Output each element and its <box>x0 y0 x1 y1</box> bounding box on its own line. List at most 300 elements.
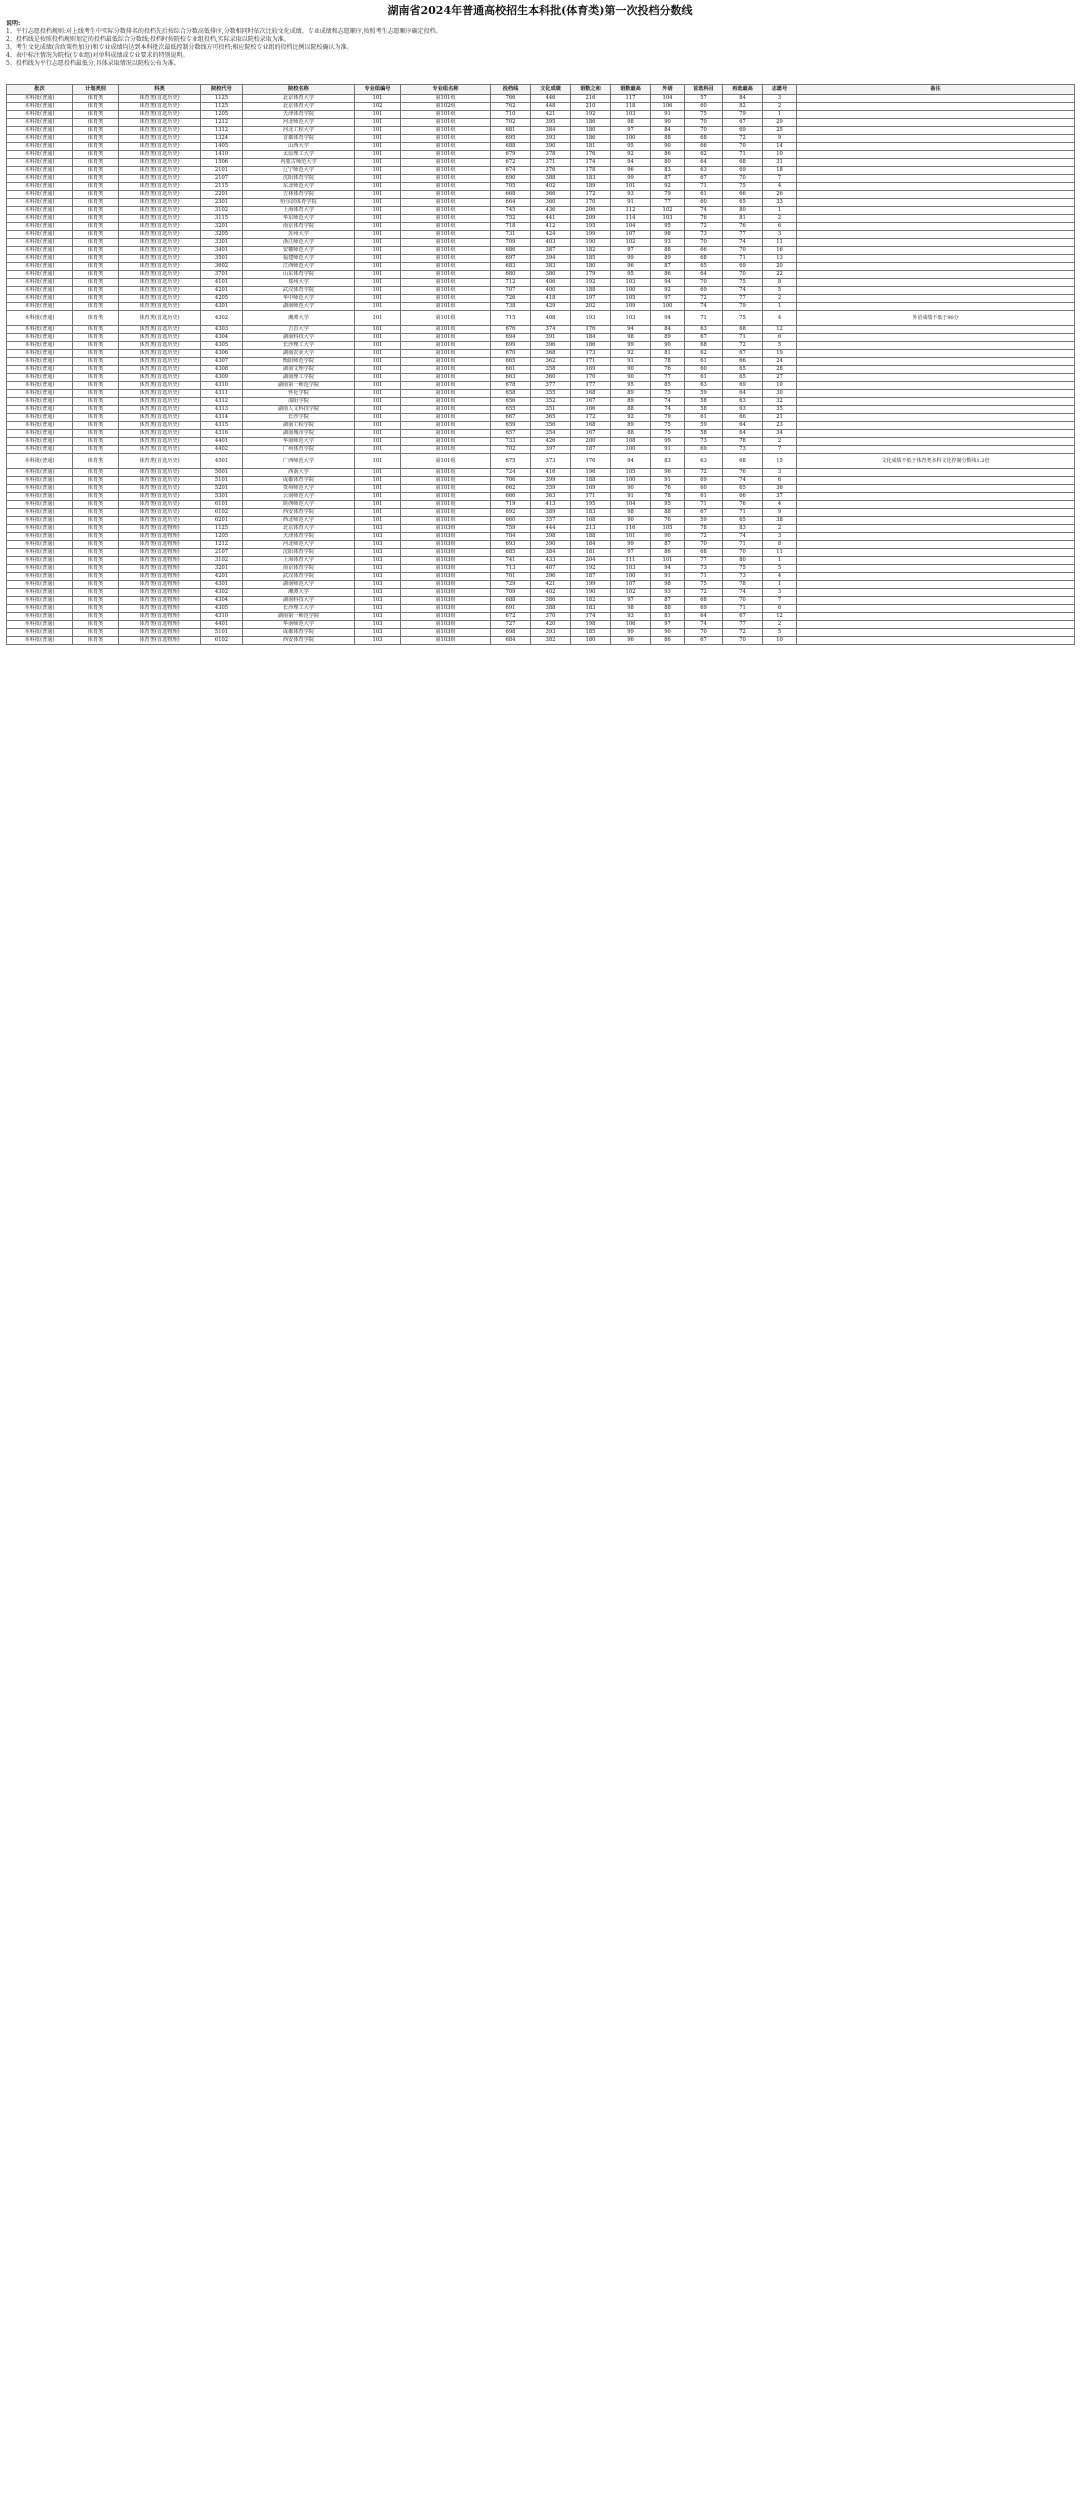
cell-group-code: 103 <box>355 605 401 613</box>
cell-school-code: 3401 <box>201 247 243 255</box>
cell-group-name: 第101组 <box>401 366 491 374</box>
cell-subject-type: 体育类(首选历史) <box>119 215 201 223</box>
cell-group-name: 第101组 <box>401 326 491 334</box>
cell-foreign-language: 89 <box>651 255 685 263</box>
cell-group-code: 103 <box>355 525 401 533</box>
cell-chinese-math-max: 94 <box>611 454 651 469</box>
cell-reselect-max: 71 <box>723 605 763 613</box>
cell-subject-type: 体育类(首选历史) <box>119 255 201 263</box>
cell-plan-type: 体育类 <box>73 629 119 637</box>
cell-first-subject: 72 <box>685 589 723 597</box>
cell-foreign-language: 106 <box>651 103 685 111</box>
cell-remark <box>797 541 1075 549</box>
cell-school-code: 1405 <box>201 143 243 151</box>
cell-chinese-math-sum: 192 <box>571 279 611 287</box>
cell-choice-number: 9 <box>763 135 797 143</box>
cell-school-name: 南京体育学院 <box>243 223 355 231</box>
cell-subject-type: 体育类(首选历史) <box>119 135 201 143</box>
cell-school-name: 长沙理工大学 <box>243 605 355 613</box>
cell-school-code: 4301 <box>201 581 243 589</box>
cell-reselect-max: 77 <box>723 231 763 239</box>
cell-choice-number: 12 <box>763 613 797 621</box>
cell-chinese-math-sum: 196 <box>571 469 611 477</box>
cell-remark <box>797 263 1075 271</box>
table-row <box>7 597 1075 605</box>
cell-school-name: 安徽师范大学 <box>243 247 355 255</box>
cell-culture-score: 383 <box>531 263 571 271</box>
cell-foreign-language: 87 <box>651 541 685 549</box>
cell-chinese-math-sum: 199 <box>571 581 611 589</box>
table-row <box>7 366 1075 374</box>
cell-batch: 本科批(普通) <box>7 438 73 446</box>
cell-chinese-math-max: 97 <box>611 247 651 255</box>
cell-group-code: 101 <box>355 207 401 215</box>
cell-subject-type: 体育类(首选历史) <box>119 350 201 358</box>
cell-group-name: 第103组 <box>401 549 491 557</box>
cell-choice-number: 3 <box>763 533 797 541</box>
cell-batch: 本科批(普通) <box>7 549 73 557</box>
cell-subject-type: 体育类(首选历史) <box>119 485 201 493</box>
cell-choice-number: 11 <box>763 239 797 247</box>
cell-chinese-math-sum: 193 <box>571 311 611 326</box>
cell-group-name: 第101组 <box>401 382 491 390</box>
cell-subject-type: 体育类(首选历史) <box>119 358 201 366</box>
cell-choice-number: 4 <box>763 183 797 191</box>
cell-plan-type: 体育类 <box>73 525 119 533</box>
cell-group-code: 103 <box>355 613 401 621</box>
cell-school-code: 4309 <box>201 374 243 382</box>
cell-group-name: 第101组 <box>401 247 491 255</box>
cell-culture-score: 412 <box>531 223 571 231</box>
cell-reselect-max: 72 <box>723 629 763 637</box>
column-header: 志愿号 <box>763 85 797 95</box>
cell-school-name: 湖南理工学院 <box>243 374 355 382</box>
cell-chinese-math-max: 99 <box>611 255 651 263</box>
cell-first-subject: 65 <box>685 263 723 271</box>
cell-group-name: 第103组 <box>401 629 491 637</box>
cell-school-code: 3115 <box>201 215 243 223</box>
cell-school-name: 陕西师范大学 <box>243 501 355 509</box>
cell-plan-type: 体育类 <box>73 334 119 342</box>
column-header: 语数之和 <box>571 85 611 95</box>
cell-chinese-math-max: 99 <box>611 342 651 350</box>
cell-cutoff-score: 766 <box>491 95 531 103</box>
cell-group-code: 103 <box>355 629 401 637</box>
cell-cutoff-score: 709 <box>491 239 531 247</box>
cell-group-name: 第101组 <box>401 183 491 191</box>
cell-plan-type: 体育类 <box>73 469 119 477</box>
cell-foreign-language: 93 <box>651 239 685 247</box>
cell-culture-score: 362 <box>531 358 571 366</box>
cell-cutoff-score: 719 <box>491 501 531 509</box>
cell-reselect-max: 84 <box>723 95 763 103</box>
cell-cutoff-score: 659 <box>491 422 531 430</box>
cell-remark <box>797 549 1075 557</box>
cell-batch: 本科批(普通) <box>7 223 73 231</box>
cell-subject-type: 体育类(首选历史) <box>119 175 201 183</box>
cell-remark <box>797 613 1075 621</box>
cell-remark <box>797 199 1075 207</box>
cell-chinese-math-sum: 184 <box>571 334 611 342</box>
cell-foreign-language: 84 <box>651 326 685 334</box>
cell-reselect-max: 68 <box>723 326 763 334</box>
cell-plan-type: 体育类 <box>73 143 119 151</box>
cell-school-name: 东北师范大学 <box>243 183 355 191</box>
cell-subject-type: 体育类(首选历史) <box>119 127 201 135</box>
cell-chinese-math-max: 95 <box>611 143 651 151</box>
cell-foreign-language: 94 <box>651 311 685 326</box>
table-row <box>7 629 1075 637</box>
cell-group-name: 第103组 <box>401 605 491 613</box>
cell-culture-score: 389 <box>531 509 571 517</box>
cell-group-code: 101 <box>355 183 401 191</box>
cell-chinese-math-sum: 182 <box>571 597 611 605</box>
cell-subject-type: 体育类(首选物理) <box>119 613 201 621</box>
cell-group-name: 第103组 <box>401 533 491 541</box>
cell-culture-score: 420 <box>531 621 571 629</box>
cell-culture-score: 359 <box>531 485 571 493</box>
cell-choice-number: 8 <box>763 279 797 287</box>
cell-culture-score: 444 <box>531 525 571 533</box>
cell-chinese-math-max: 95 <box>611 271 651 279</box>
cell-group-code: 101 <box>355 311 401 326</box>
cell-chinese-math-sum: 183 <box>571 175 611 183</box>
cell-school-code: 5201 <box>201 485 243 493</box>
cell-culture-score: 418 <box>531 295 571 303</box>
cell-reselect-max: 66 <box>723 191 763 199</box>
cell-remark <box>797 95 1075 103</box>
cell-subject-type: 体育类(首选历史) <box>119 263 201 271</box>
cell-chinese-math-max: 90 <box>611 517 651 525</box>
table-row <box>7 119 1075 127</box>
cell-subject-type: 体育类(首选物理) <box>119 565 201 573</box>
cell-cutoff-score: 699 <box>491 342 531 350</box>
cell-plan-type: 体育类 <box>73 390 119 398</box>
cell-school-code: 2107 <box>201 175 243 183</box>
cell-cutoff-score: 727 <box>491 621 531 629</box>
cell-first-subject: 70 <box>685 239 723 247</box>
cell-plan-type: 体育类 <box>73 231 119 239</box>
cell-remark <box>797 279 1075 287</box>
cell-culture-score: 398 <box>531 533 571 541</box>
cell-school-name: 成都体育学院 <box>243 629 355 637</box>
cell-chinese-math-max: 109 <box>611 303 651 311</box>
cell-subject-type: 体育类(首选历史) <box>119 509 201 517</box>
cell-batch: 本科批(普通) <box>7 239 73 247</box>
cell-chinese-math-sum: 209 <box>571 215 611 223</box>
table-row <box>7 477 1075 485</box>
cell-school-code: 4312 <box>201 398 243 406</box>
cell-first-subject: 64 <box>685 271 723 279</box>
cell-school-name: 湖南第一师范学院 <box>243 382 355 390</box>
cell-remark <box>797 207 1075 215</box>
cell-school-code: 4402 <box>201 446 243 454</box>
table-row <box>7 111 1075 119</box>
cell-remark <box>797 398 1075 406</box>
cell-school-name: 武汉体育学院 <box>243 573 355 581</box>
cell-reselect-max: 73 <box>723 446 763 454</box>
cell-batch: 本科批(普通) <box>7 382 73 390</box>
cell-chinese-math-max: 96 <box>611 167 651 175</box>
cell-plan-type: 体育类 <box>73 95 119 103</box>
table-row <box>7 390 1075 398</box>
cell-first-subject: 74 <box>685 303 723 311</box>
cell-subject-type: 体育类(首选历史) <box>119 493 201 501</box>
cell-batch: 本科批(普通) <box>7 613 73 621</box>
cell-remark <box>797 223 1075 231</box>
cell-chinese-math-sum: 200 <box>571 438 611 446</box>
cell-foreign-language: 105 <box>651 525 685 533</box>
cell-reselect-max: 65 <box>723 199 763 207</box>
cell-chinese-math-max: 103 <box>611 311 651 326</box>
cell-chinese-math-sum: 189 <box>571 183 611 191</box>
cell-first-subject: 75 <box>685 111 723 119</box>
cell-reselect-max: 77 <box>723 621 763 629</box>
cell-school-name: 沈阳体育学院 <box>243 549 355 557</box>
cell-first-subject: 67 <box>685 334 723 342</box>
cell-chinese-math-max: 114 <box>611 215 651 223</box>
cell-subject-type: 体育类(首选物理) <box>119 557 201 565</box>
cell-chinese-math-max: 96 <box>611 637 651 645</box>
cell-reselect-max: 78 <box>723 438 763 446</box>
cell-group-code: 103 <box>355 541 401 549</box>
cell-foreign-language: 78 <box>651 493 685 501</box>
cell-subject-type: 体育类(首选历史) <box>119 342 201 350</box>
cell-subject-type: 体育类(首选历史) <box>119 517 201 525</box>
cell-first-subject: 66 <box>685 247 723 255</box>
cell-group-code: 103 <box>355 557 401 565</box>
cell-subject-type: 体育类(首选历史) <box>119 303 201 311</box>
cell-plan-type: 体育类 <box>73 239 119 247</box>
cell-choice-number: 5 <box>763 629 797 637</box>
cell-reselect-max: 76 <box>723 501 763 509</box>
cell-group-name: 第101组 <box>401 127 491 135</box>
cell-subject-type: 体育类(首选物理) <box>119 533 201 541</box>
cell-reselect-max: 70 <box>723 597 763 605</box>
cell-subject-type: 体育类(首选历史) <box>119 326 201 334</box>
cell-first-subject: 68 <box>685 549 723 557</box>
cell-batch: 本科批(普通) <box>7 454 73 469</box>
cell-remark <box>797 334 1075 342</box>
cell-chinese-math-sum: 185 <box>571 255 611 263</box>
cell-chinese-math-max: 92 <box>611 151 651 159</box>
cell-group-name: 第101组 <box>401 422 491 430</box>
cell-choice-number: 36 <box>763 485 797 493</box>
cell-remark <box>797 605 1075 613</box>
cell-chinese-math-max: 99 <box>611 629 651 637</box>
cell-school-code: 3201 <box>201 223 243 231</box>
cell-culture-score: 368 <box>531 350 571 358</box>
cell-plan-type: 体育类 <box>73 398 119 406</box>
table-row <box>7 295 1075 303</box>
cell-remark <box>797 517 1075 525</box>
cell-choice-number: 19 <box>763 350 797 358</box>
cell-plan-type: 体育类 <box>73 557 119 565</box>
cell-foreign-language: 83 <box>651 167 685 175</box>
column-header: 备注 <box>797 85 1075 95</box>
cell-group-name: 第101组 <box>401 263 491 271</box>
cell-choice-number: 3 <box>763 589 797 597</box>
table-row <box>7 167 1075 175</box>
cell-culture-score: 421 <box>531 111 571 119</box>
cell-subject-type: 体育类(首选历史) <box>119 438 201 446</box>
cell-choice-number: 12 <box>763 326 797 334</box>
cell-reselect-max: 65 <box>723 517 763 525</box>
cell-foreign-language: 85 <box>651 382 685 390</box>
cell-batch: 本科批(普通) <box>7 159 73 167</box>
cell-first-subject: 76 <box>685 215 723 223</box>
cell-plan-type: 体育类 <box>73 223 119 231</box>
cell-group-code: 101 <box>355 398 401 406</box>
cell-school-code: 3205 <box>201 231 243 239</box>
cell-culture-score: 424 <box>531 231 571 239</box>
cell-subject-type: 体育类(首选物理) <box>119 637 201 645</box>
cell-group-name: 第101组 <box>401 406 491 414</box>
cell-choice-number: 1 <box>763 303 797 311</box>
cell-chinese-math-max: 103 <box>611 279 651 287</box>
cell-choice-number: 20 <box>763 263 797 271</box>
cell-first-subject: 66 <box>685 143 723 151</box>
cell-batch: 本科批(普通) <box>7 565 73 573</box>
cell-chinese-math-max: 103 <box>611 111 651 119</box>
cell-first-subject: 74 <box>685 207 723 215</box>
cell-remark <box>797 247 1075 255</box>
cell-foreign-language: 97 <box>651 621 685 629</box>
cell-remark <box>797 374 1075 382</box>
cell-first-subject: 77 <box>685 557 723 565</box>
cell-school-code: 4316 <box>201 430 243 438</box>
cell-remark <box>797 287 1075 295</box>
cell-cutoff-score: 664 <box>491 199 531 207</box>
cell-batch: 本科批(普通) <box>7 119 73 127</box>
cell-school-code: 3701 <box>201 271 243 279</box>
cell-culture-score: 388 <box>531 175 571 183</box>
cell-remark: 文化成绩不低于体育类本科文化控制分数线1.2倍 <box>797 454 1075 469</box>
cell-chinese-math-max: 107 <box>611 231 651 239</box>
cell-subject-type: 体育类(首选物理) <box>119 621 201 629</box>
cell-school-code: 1506 <box>201 159 243 167</box>
cell-foreign-language: 79 <box>651 414 685 422</box>
cell-group-name: 第101组 <box>401 167 491 175</box>
cell-group-name: 第101组 <box>401 501 491 509</box>
cell-first-subject: 58 <box>685 398 723 406</box>
cell-school-name: 衡阳师范学院 <box>243 358 355 366</box>
cell-culture-score: 395 <box>531 119 571 127</box>
cell-group-name: 第101组 <box>401 485 491 493</box>
cell-choice-number: 9 <box>763 509 797 517</box>
cell-choice-number: 10 <box>763 637 797 645</box>
cell-first-subject: 72 <box>685 223 723 231</box>
table-row <box>7 247 1075 255</box>
cell-group-name: 第101组 <box>401 446 491 454</box>
cell-chinese-math-sum: 185 <box>571 629 611 637</box>
cell-foreign-language: 77 <box>651 199 685 207</box>
cell-group-name: 第101组 <box>401 295 491 303</box>
cell-first-subject: 63 <box>685 454 723 469</box>
cell-plan-type: 体育类 <box>73 533 119 541</box>
cell-remark <box>797 565 1075 573</box>
cell-chinese-math-max: 104 <box>611 501 651 509</box>
table-row <box>7 103 1075 111</box>
cell-chinese-math-sum: 187 <box>571 573 611 581</box>
cell-group-name: 第103组 <box>401 637 491 645</box>
cell-plan-type: 体育类 <box>73 605 119 613</box>
cell-choice-number: 5 <box>763 287 797 295</box>
cell-reselect-max: 75 <box>723 183 763 191</box>
cell-subject-type: 体育类(首选历史) <box>119 191 201 199</box>
cell-batch: 本科批(普通) <box>7 374 73 382</box>
cell-school-code: 1324 <box>201 135 243 143</box>
cell-plan-type: 体育类 <box>73 621 119 629</box>
cell-culture-score: 378 <box>531 151 571 159</box>
cell-reselect-max: 69 <box>723 263 763 271</box>
cell-group-name: 第101组 <box>401 119 491 127</box>
cell-reselect-max: 75 <box>723 311 763 326</box>
cell-cutoff-score: 706 <box>491 477 531 485</box>
cell-plan-type: 体育类 <box>73 374 119 382</box>
table-row <box>7 255 1075 263</box>
cell-foreign-language: 81 <box>651 613 685 621</box>
cell-chinese-math-max: 100 <box>611 477 651 485</box>
cell-batch: 本科批(普通) <box>7 477 73 485</box>
cell-foreign-language: 93 <box>651 589 685 597</box>
cell-batch: 本科批(普通) <box>7 589 73 597</box>
cell-foreign-language: 76 <box>651 517 685 525</box>
cell-reselect-max: 70 <box>723 143 763 151</box>
cell-remark <box>797 127 1075 135</box>
cell-remark <box>797 629 1075 637</box>
cell-school-name: 江西师范大学 <box>243 263 355 271</box>
cell-group-code: 101 <box>355 271 401 279</box>
table-row <box>7 382 1075 390</box>
cell-foreign-language: 75 <box>651 390 685 398</box>
cell-remark <box>797 573 1075 581</box>
cell-culture-score: 393 <box>531 135 571 143</box>
column-header: 科类 <box>119 85 201 95</box>
cell-reselect-max: 71 <box>723 255 763 263</box>
cell-school-name: 吉首大学 <box>243 326 355 334</box>
cell-plan-type: 体育类 <box>73 199 119 207</box>
cell-remark <box>797 477 1075 485</box>
cell-reselect-max: 75 <box>723 279 763 287</box>
cell-group-name: 第101组 <box>401 334 491 342</box>
table-row <box>7 358 1075 366</box>
table-body <box>7 95 1075 645</box>
cell-chinese-math-max: 100 <box>611 135 651 143</box>
cell-school-name: 西安体育学院 <box>243 637 355 645</box>
cell-cutoff-score: 675 <box>491 454 531 469</box>
cell-reselect-max: 69 <box>723 127 763 135</box>
cell-batch: 本科批(普通) <box>7 231 73 239</box>
cell-culture-score: 351 <box>531 406 571 414</box>
cell-batch: 本科批(普通) <box>7 255 73 263</box>
cell-group-name: 第103组 <box>401 565 491 573</box>
cell-culture-score: 387 <box>531 247 571 255</box>
cell-group-code: 101 <box>355 517 401 525</box>
cell-reselect-max: 77 <box>723 295 763 303</box>
cell-group-name: 第101组 <box>401 287 491 295</box>
cell-first-subject: 63 <box>685 326 723 334</box>
cell-subject-type: 体育类(首选历史) <box>119 406 201 414</box>
cell-batch: 本科批(普通) <box>7 501 73 509</box>
cell-batch: 本科批(普通) <box>7 279 73 287</box>
cell-culture-score: 356 <box>531 422 571 430</box>
cell-chinese-math-sum: 210 <box>571 103 611 111</box>
cell-group-name: 第101组 <box>401 135 491 143</box>
cell-culture-score: 402 <box>531 183 571 191</box>
cell-remark <box>797 342 1075 350</box>
cell-first-subject: 70 <box>685 119 723 127</box>
